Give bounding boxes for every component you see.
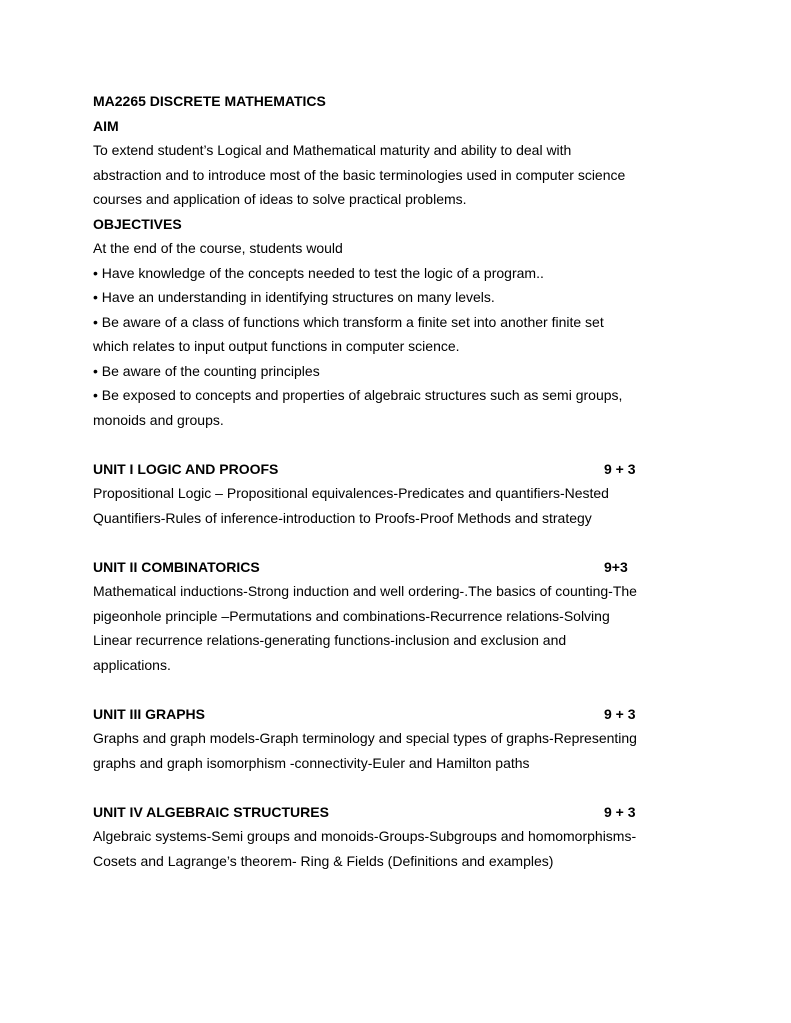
unit-section-3: [93, 702, 653, 776]
section-spacer: [93, 677, 653, 702]
objectives-line: • Be exposed to concepts and properties of algebraic structures such as semi groups,: [93, 387, 623, 403]
unit-hours: 9 + 3: [604, 705, 636, 722]
unit-content-line: Graphs and graph models-Graph terminology and special types of graphs-Representing: [93, 730, 637, 746]
unit-title: UNIT I LOGIC AND PROOFS: [93, 460, 279, 477]
aim-line: To extend student’s Logical and Mathematical maturity and ability to deal with: [93, 142, 572, 158]
objectives-list: [93, 236, 653, 432]
objectives-line: • Be aware of the counting principles: [93, 362, 320, 379]
objectives-line: • Have an understanding in identifying structures on many levels.: [93, 289, 495, 305]
unit-heading: [93, 702, 653, 727]
unit-content-line: Cosets and Lagrange’s theorem- Ring & Fields (Definitions and examples): [93, 852, 554, 869]
aim-text: [93, 138, 653, 212]
objectives-heading: OBJECTIVES: [93, 215, 182, 232]
unit-heading: [93, 457, 653, 482]
unit-section-4: [93, 800, 653, 874]
unit-content-line: applications.: [93, 656, 171, 673]
unit-heading: [93, 555, 653, 580]
aim-heading: AIM: [93, 117, 119, 134]
unit-section-1: [93, 457, 653, 531]
unit-heading: [93, 800, 653, 825]
unit-content-line: Quantifiers-Rules of inference-introduction to Proofs-Proof Methods and strategy: [93, 509, 592, 526]
objectives-line: • Be aware of a class of functions which transform a finite set into another finite set: [93, 313, 604, 330]
unit-hours: 9+3: [604, 558, 628, 575]
section-spacer: [93, 432, 653, 457]
unit-content-line: Algebraic systems-Semi groups and monoids-Groups-Subgroups and homomorphisms-: [93, 828, 637, 844]
section-spacer: [93, 775, 653, 800]
aim-line: abstraction and to introduce most of the basic terminologies used in computer science: [93, 166, 626, 183]
unit-section-2: [93, 555, 653, 678]
unit-content-line: Mathematical inductions-Strong induction and well ordering-.The basics of counting-The: [93, 583, 637, 599]
unit-content-line: Propositional Logic – Propositional equivalences-Predicates and quantifiers-Nested: [93, 485, 609, 501]
objectives-line: monoids and groups.: [93, 411, 224, 428]
section-spacer: [93, 530, 653, 555]
objectives-line: • Have knowledge of the concepts needed to test the logic of a program..: [93, 264, 544, 281]
objectives-line: At the end of the course, students would: [93, 240, 343, 256]
syllabus-page: [93, 89, 653, 873]
unit-hours: 9 + 3: [604, 460, 636, 477]
unit-title: UNIT II COMBINATORICS: [93, 558, 260, 575]
course-title: MA2265 DISCRETE MATHEMATICS: [93, 93, 326, 109]
unit-content-line: graphs and graph isomorphism -connectivity-Euler and Hamilton paths: [93, 754, 530, 771]
unit-title: UNIT IV ALGEBRAIC STRUCTURES: [93, 803, 329, 820]
unit-hours: 9 + 3: [604, 803, 636, 820]
objectives-line: which relates to input output functions in computer science.: [93, 338, 460, 354]
unit-content-line: Linear recurrence relations-generating functions-inclusion and exclusion and: [93, 632, 567, 648]
unit-content-line: pigeonhole principle –Permutations and combinations-Recurrence relations-Solving: [93, 607, 610, 624]
aim-line: courses and application of ideas to solve practical problems.: [93, 191, 467, 207]
unit-title: UNIT III GRAPHS: [93, 705, 206, 722]
